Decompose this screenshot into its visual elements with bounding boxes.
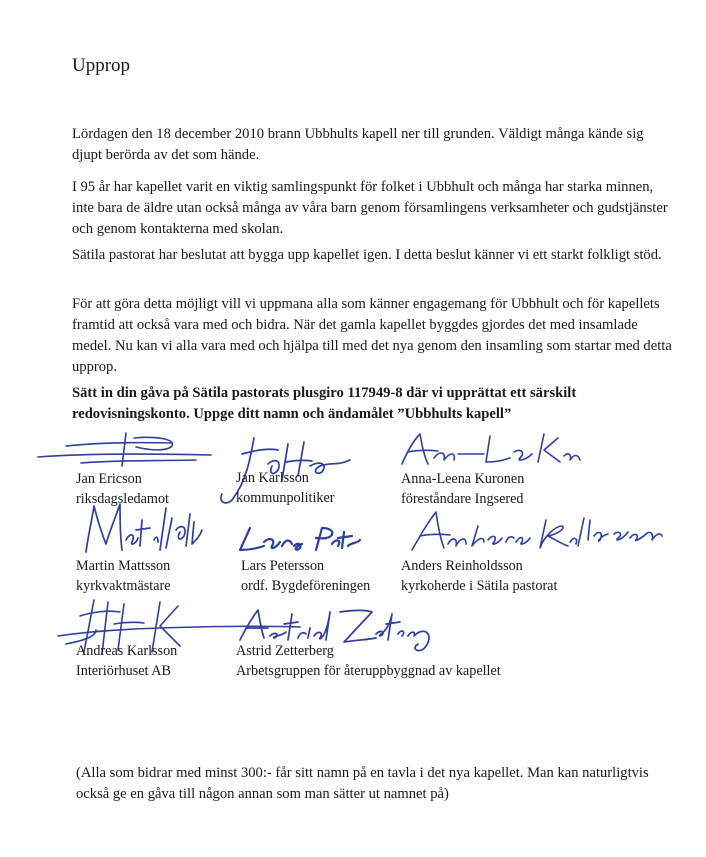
signatory-martin-mattsson <box>76 556 171 596</box>
signature-anna-leena-kuronen <box>398 430 583 470</box>
signatory-jan-karlsson <box>236 468 335 508</box>
signatory-role: Arbetsgruppen för återuppbyggnad av kapellet <box>236 663 501 679</box>
signatory-name: Andreas Karlsson <box>76 643 178 659</box>
signatory-name: Martin Mattsson <box>76 558 171 574</box>
signatory-name: Anders Reinholdsson <box>401 558 523 574</box>
signatory-anna-leena-kuronen <box>401 469 524 509</box>
signatory-name: Jan Ericson <box>76 471 142 487</box>
signatory-astrid-zetterberg <box>236 641 501 681</box>
paragraph-3: Sätila pastorat har beslutat att bygga upp kapellet igen. I detta beslut känner vi ett starkt folkligt stöd. <box>72 247 662 263</box>
signatory-name: Astrid Zetterberg <box>236 643 334 659</box>
signature-lars-petersson <box>236 524 362 554</box>
paragraph-2: I 95 år har kapellet varit en viktig samlingspunkt för folket i Ubbhult och många har starka minnen, inte bara de äldre utan också många av våra barn genom församlingens verksamheter och gudstjänster och genom kontakterna med skolan. <box>72 179 668 237</box>
signatory-name: Jan Karlsson <box>236 470 309 486</box>
signatory-role: föreståndare Ingsered <box>401 491 524 507</box>
signatory-role: kommunpolitiker <box>236 490 335 506</box>
signature-jan-ericson <box>36 430 216 470</box>
signatory-name: Lars Petersson <box>241 558 325 574</box>
signatory-role: Interiörhuset AB <box>76 663 171 679</box>
signatory-role: kyrkoherde i Sätila pastorat <box>401 578 558 594</box>
signatory-lars-petersson <box>241 556 370 596</box>
signatory-anders-reinholdsson <box>401 556 557 596</box>
signatory-role: kyrkvaktmästare <box>76 578 171 594</box>
paragraph-4: För att göra detta möjligt vill vi uppmana alla som känner engagemang för Ubbhult och för kapellets framtid att också vara med och bidra. När det gamla kapellet byggdes gjordes det med insamlade medel. Nu kan vi alla vara med och hjälpa till med det nya genom den insamling som startar med detta upprop. <box>72 296 672 375</box>
signatory-andreas-karlsson <box>76 641 177 681</box>
signature-martin-mattsson <box>80 500 205 558</box>
footer-note: (Alla som bidrar med minst 300:- får sitt namn på en tavla i det nya kapellet. Man kan naturligtvis också ge en gåva till någon annan som man sätter ut namnet på) <box>76 765 649 802</box>
signatory-role: ordf. Bygdeföreningen <box>241 578 371 594</box>
appeal-paragraph: Sätt in din gåva på Sätila pastorats plusgiro 117949-8 där vi upprättat ett särskilt redovisningskonto. Uppge ditt namn och ändamålet ”Ubbhults kapell” <box>72 385 577 422</box>
signatory-role: riksdagsledamot <box>76 491 169 507</box>
document-title: Upprop <box>72 55 131 76</box>
signature-anders-reinholdsson <box>408 506 664 556</box>
signatory-name: Anna-Leena Kuronen <box>401 471 525 487</box>
paragraph-1: Lördagen den 18 december 2010 brann Ubbhults kapell ner till grunden. Väldigt många kände sig djupt berörda av det som hände. <box>72 126 644 163</box>
